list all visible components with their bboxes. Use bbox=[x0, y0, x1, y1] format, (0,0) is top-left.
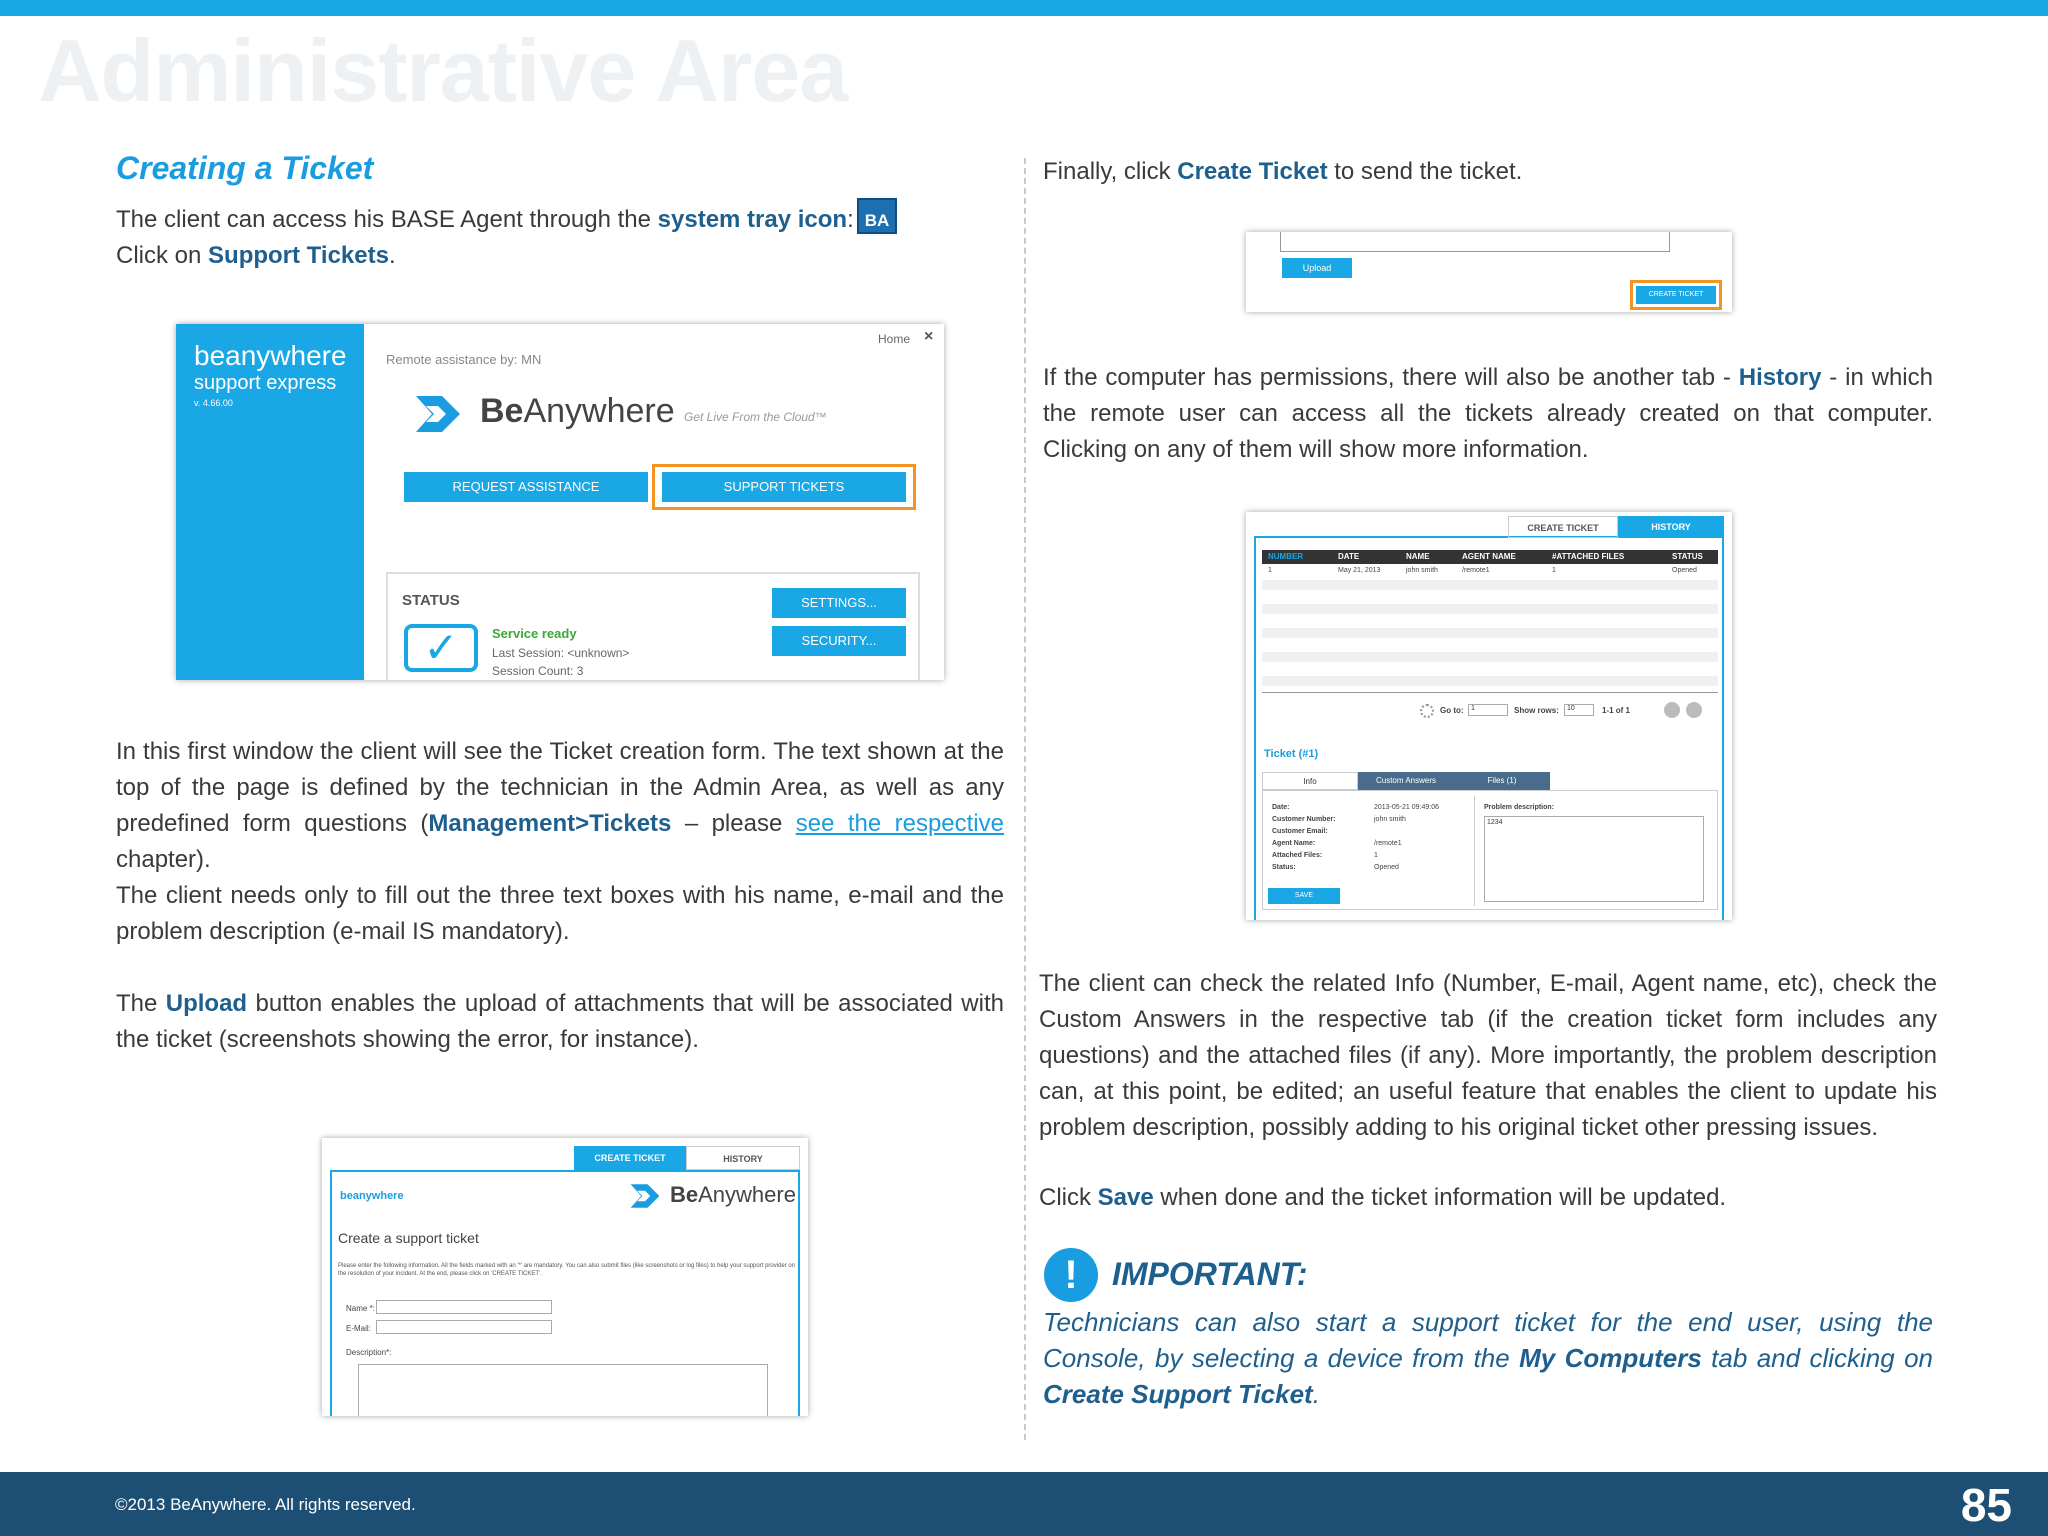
table-header bbox=[1262, 550, 1718, 564]
tab-history[interactable]: HISTORY bbox=[686, 1146, 800, 1170]
check-icon: ✓ bbox=[404, 624, 478, 672]
save-paragraph: Click Save when done and the ticket information will be updated. bbox=[1039, 1184, 1727, 1211]
text-boxes-paragraph: The client needs only to fill out the three text boxes with his name, e-mail and the problem description (e-mail IS mandatory). bbox=[116, 882, 1004, 945]
email-field[interactable] bbox=[376, 1320, 552, 1334]
upload-paragraph: The Upload button enables the upload of attachments that will be associated with the ticket (screenshots showing the error, for instance). bbox=[116, 990, 1004, 1053]
agent-brand-sub: support express bbox=[194, 372, 337, 394]
subtab-files[interactable]: Files (1) bbox=[1454, 772, 1550, 790]
upload-button[interactable]: Upload bbox=[1282, 258, 1352, 278]
screenshot-create-ticket-form bbox=[322, 1138, 808, 1416]
security-button[interactable]: SECURITY... bbox=[772, 626, 906, 656]
copyright: ©2013 BeAnywhere. All rights reserved. bbox=[115, 1495, 416, 1514]
status-title: STATUS bbox=[402, 592, 460, 609]
tab-create-ticket[interactable]: CREATE TICKET bbox=[1508, 516, 1618, 538]
settings-button[interactable]: SETTINGS... bbox=[772, 588, 906, 618]
respective-chapter-link[interactable]: see the respective bbox=[795, 810, 1004, 837]
name-field[interactable] bbox=[376, 1300, 552, 1314]
tagline: Get Live From the Cloud™ bbox=[684, 410, 827, 424]
next-page-icon[interactable] bbox=[1686, 702, 1702, 718]
agent-brand: beanywhere bbox=[194, 340, 347, 371]
close-icon[interactable]: × bbox=[924, 328, 934, 345]
beanywhere-logo-text: BeAnywhere bbox=[480, 392, 675, 430]
highlight-box bbox=[1630, 280, 1722, 310]
table-body bbox=[1262, 564, 1718, 684]
subtab-info[interactable]: Info bbox=[1262, 772, 1358, 790]
col-number[interactable]: NUMBER bbox=[1268, 552, 1304, 561]
intro-paragraph-2: Click on Support Tickets. bbox=[116, 242, 396, 269]
problem-description-field[interactable]: 1234 bbox=[1484, 816, 1704, 902]
prev-page-icon[interactable] bbox=[1664, 702, 1680, 718]
empty-row bbox=[1262, 604, 1718, 614]
show-rows-select[interactable]: 10 bbox=[1564, 704, 1594, 716]
agent-sidebar bbox=[176, 324, 364, 680]
beanywhere-logo-icon bbox=[412, 390, 464, 438]
finally-paragraph: Finally, click Create Ticket to send the ticket. bbox=[1043, 158, 1523, 185]
col-date[interactable]: DATE bbox=[1338, 552, 1360, 561]
description-field[interactable] bbox=[358, 1364, 768, 1416]
empty-row bbox=[1262, 628, 1718, 638]
create-ticket-button[interactable]: CREATE TICKET bbox=[1636, 286, 1716, 304]
subtab-custom-answers[interactable]: Custom Answers bbox=[1358, 772, 1454, 790]
col-name[interactable]: NAME bbox=[1406, 552, 1430, 561]
page-range: 1-1 of 1 bbox=[1602, 706, 1631, 715]
support-tickets-button[interactable]: SUPPORT TICKETS bbox=[662, 472, 906, 502]
screenshot-history-tab: CREATE TICKET HISTORY NUMBER DATE NAME AGENT NAME #ATTACHED FILES STATUS 1 May 21, 2013 john smith /remote1 1 Opened Go to: 1 Show rows: 10 1-1 of 1 Ticket (#1) Info Custom Answers Files (1) Date: Customer Number: Customer Email: Agent Name: Attached Files: Status: 2013-05-21 09:49:06 john smith /remote1 1 Opened Problem description: 1234 SAVE bbox=[1246, 512, 1732, 920]
email-label: E-Mail: bbox=[346, 1324, 371, 1333]
problem-description-label: Problem description: bbox=[1484, 804, 1555, 811]
goto-input[interactable]: 1 bbox=[1468, 704, 1508, 716]
form-brand: beanywhere bbox=[340, 1190, 404, 1202]
important-title: IMPORTANT: bbox=[1112, 1256, 1308, 1292]
empty-row bbox=[1262, 676, 1718, 686]
screenshot-create-ticket-button bbox=[1246, 232, 1732, 312]
col-attached-files[interactable]: #ATTACHED FILES bbox=[1552, 552, 1625, 561]
column-divider bbox=[1024, 158, 1026, 1440]
col-agent-name[interactable]: AGENT NAME bbox=[1462, 552, 1516, 561]
form-instructions: Please enter the following information. All the fields marked with an '*' are mandatory. You can also submit files (like screenshots or log files) to help your support provider on the resolution of your incident. At the end, please click on 'CREATE TICKET'. bbox=[338, 1263, 796, 1277]
show-rows-label: Show rows: bbox=[1514, 706, 1559, 715]
page-number: 85 bbox=[1960, 1479, 2012, 1531]
heading-creating-ticket: Creating a Ticket bbox=[116, 150, 374, 186]
intro-paragraph: The client can access his BASE Agent through the system tray icon: bbox=[116, 206, 854, 233]
ticket-form-paragraph: In this first window the client will see the Ticket creation form. The text shown at the top of the page is defined by the technician in the Admin Area, as well as any predefined form questions (Management>Tickets – please see the respective chapter). bbox=[116, 738, 1004, 873]
beanywhere-logo-icon bbox=[628, 1180, 662, 1212]
top-accent-bar bbox=[0, 0, 2048, 16]
tray-icon bbox=[857, 198, 897, 234]
form-title: Create a support ticket bbox=[338, 1230, 479, 1246]
last-session: Last Session: <unknown> bbox=[492, 646, 630, 660]
remote-assistance-by: Remote assistance by: MN bbox=[386, 352, 542, 367]
session-count: Session Count: 3 bbox=[492, 664, 584, 678]
highlight-box bbox=[652, 464, 916, 510]
empty-row bbox=[1262, 580, 1718, 590]
check-info-paragraph: The client can check the related Info (Number, E-mail, Agent name, etc), check the Custom Answers in the respective tab (if the creation ticket form includes any questions) and the attached files (if any). More importantly, the problem description can, at this point, be edited; an useful feature that enables the client to update his problem description, possibly adding to his original ticket other pressing issues. bbox=[1039, 970, 1937, 1141]
home-link[interactable]: Home bbox=[878, 332, 911, 346]
agent-version: v. 4.66.00 bbox=[194, 398, 233, 408]
form-logo-text: BeAnywhere bbox=[670, 1182, 796, 1207]
goto-label: Go to: bbox=[1440, 706, 1464, 715]
refresh-icon[interactable] bbox=[1420, 704, 1434, 718]
tab-history[interactable]: HISTORY bbox=[1618, 516, 1724, 538]
description-label: Description*: bbox=[346, 1348, 392, 1357]
table-row[interactable]: 1 May 21, 2013 john smith /remote1 1 Opened bbox=[1262, 566, 1718, 576]
empty-row bbox=[1262, 652, 1718, 662]
tab-create-ticket[interactable]: CREATE TICKET bbox=[574, 1146, 686, 1170]
tray-icon-label: BA bbox=[864, 211, 890, 230]
history-paragraph: If the computer has permissions, there will also be another tab - History - in which the remote user can access all the tickets already created on that computer. Clicking on any of them will show more information. bbox=[1043, 364, 1933, 463]
save-button[interactable]: SAVE bbox=[1268, 888, 1340, 904]
name-label: Name *: bbox=[346, 1304, 375, 1313]
section-title: Administrative Area bbox=[38, 21, 848, 120]
screenshot-agent-window bbox=[176, 324, 944, 680]
important-text: Technicians can also start a support ticket for the end user, using the Console, by selecting a device from the My Computers tab and clicking on Create Support Ticket. bbox=[1043, 1307, 1933, 1409]
service-ready: Service ready bbox=[492, 626, 577, 641]
col-status[interactable]: STATUS bbox=[1672, 552, 1703, 561]
ticket-detail-title: Ticket (#1) bbox=[1264, 748, 1319, 760]
request-assistance-button[interactable]: REQUEST ASSISTANCE bbox=[404, 472, 648, 502]
important-icon: ! bbox=[1044, 1248, 1098, 1302]
